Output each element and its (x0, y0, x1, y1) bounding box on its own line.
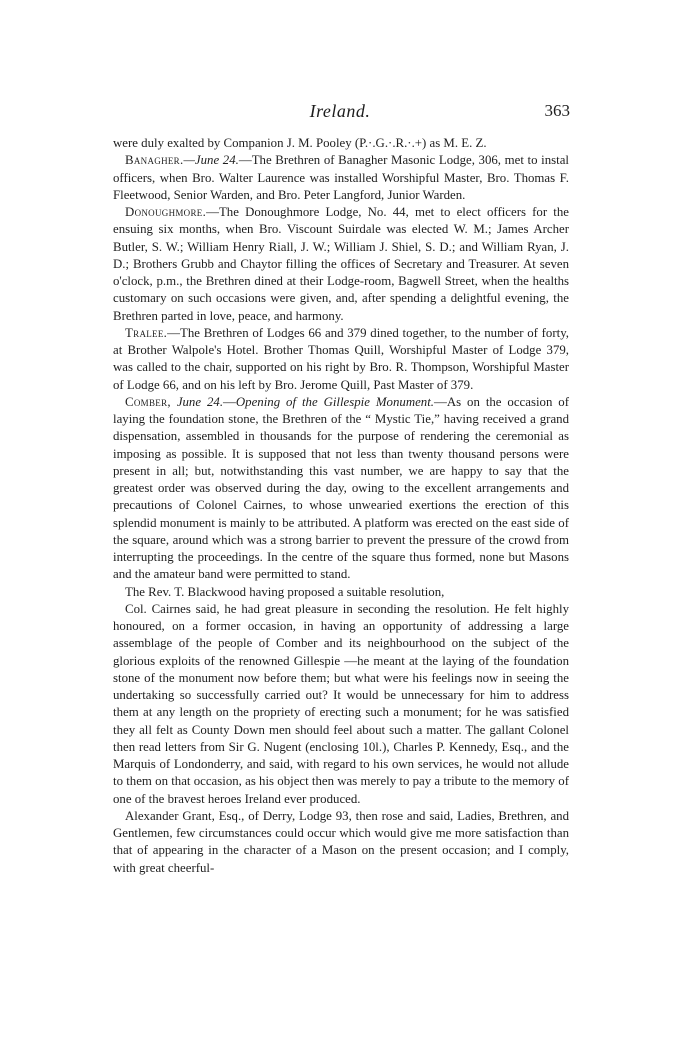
paragraph-text: The Rev. T. Blackwood having proposed a suitable resolution, (125, 584, 445, 599)
running-title: Ireland. (309, 101, 371, 121)
paragraph-text: —The Donoughmore Lodge, No. 44, met to elect officers for the ensuing six months, when Bro. Viscount Suirdale was elected W. M.; James Archer Butler, S. W.; William Henry Riall, J. W.; William J. Shiel, S. D.; and William Ryan, J. D.; Brothers Grubb and Chaytor filling the offices of Secretary and Treasurer. At seven o'clock, p.m., the Brethren dined at their Lodge-room, Bagwell Street, when the healths customary on such occasions were given, and, after spending a delightful evening, the Brethren parted in love, peace, and harmony. (113, 205, 569, 323)
place-heading: Donoughmore. (125, 205, 207, 219)
paragraph-donoughmore (113, 204, 569, 325)
paragraph-text: —The Brethren of Banagher Masonic Lodge, 306, met to instal officers, when Bro. Walter Laurence was installed Worshipful Master, Bro. Thomas F. Fleetwood, Senior Warden, and Bro. Peter Langford, Junior Warden. (113, 153, 569, 202)
page-header (110, 101, 570, 127)
paragraph-banagher (113, 152, 569, 204)
paragraph-text: —The Brethren of Lodges 66 and 379 dined together, to the number of forty, at Brother Walpole's Hotel. Brother Thomas Quill, Worshipful Master of Lodge 379, was called to the chair, supported on his right by Bro. R. Thompson, Worshipful Master of Lodge 66, and on his left by Bro. Jerome Quill, Past Master of 379. (113, 325, 569, 392)
page-number: 363 (544, 101, 570, 120)
paragraph-text: Col. Cairnes said, he had great pleasure in seconding the resolution. He felt highly honoured, on a former occasion, in having an opportunity of addressing a large assemblage of the people of Comber and its neighbourhood on the subject of the glorious exploits of the renowned Gillespie —he meant at the laying of the foundation stone of the monument now before them; but what were his feelings now in seeing the undertaking so successfully carried out? It would be unnecessary for him to address them at any length on the propriety of erecting such a monument; for he was satisfied they all felt as County Down men should feel about such a matter. The gallant Colonel then read letters from Sir G. Nugent (enclosing 10l.), Charles P. Kennedy, Esq., and the Marquis of Londonderry, and said, with regard to his own services, he would not allude to them on that occasion, as his object then was merely to pay a tribute to the memory of one of the bravest heroes Ireland ever produced. (113, 601, 569, 806)
paragraph-text: Alexander Grant, Esq., of Derry, Lodge 93, then rose and said, Ladies, Brethren, and Gentlemen, few circumstances could occur which would give me more satisfaction than that of appearing in the character of a Mason on the present occasion; and I comply, with great cheerful- (113, 808, 569, 875)
paragraph-text: —As on the occasion of laying the foundation stone, the Brethren of the “ Mystic Tie,” having received a grand dispensation, assembled in thousands for the purpose of rendering the ceremonial as imposing as possible. It is supposed that not less than twenty thousand persons were present in all; but, notwithstanding this vast number, we are happy to say that the greatest order was observed during the day, owing to the excellent arrangements and precautions of Colonel Cairnes, to whose unwearied exertions the erection of this splendid monument is mainly to be attributed. A platform was erected on the east side of the square, around which was a strong barrier to prevent the pressure of the crowd from interrupting the proceedings. In the centre of the square thus formed, none but Masons and the amateur band were permitted to stand. (113, 394, 569, 582)
paragraph-tralee (113, 325, 569, 394)
dash: — (223, 394, 236, 409)
place-heading: Tralee. (125, 325, 168, 340)
paragraph-text: were duly exalted by Companion J. M. Pooley (P.·.G.·.R.·.+) as M. E. Z. (113, 136, 487, 150)
place-heading: Banagher. (125, 153, 184, 168)
section-heading: Opening of the Gillespie Monument. (235, 394, 435, 409)
body-text (113, 135, 569, 877)
date-heading: June 24. (170, 394, 224, 409)
paragraph-blackwood (113, 584, 569, 601)
paragraph-cairnes (113, 601, 569, 808)
paragraph-continuation (113, 135, 569, 152)
date-heading: —June 24. (183, 153, 239, 168)
paragraph-comber (113, 394, 569, 584)
place-heading: Comber, (125, 394, 171, 409)
paragraph-grant (113, 808, 569, 877)
